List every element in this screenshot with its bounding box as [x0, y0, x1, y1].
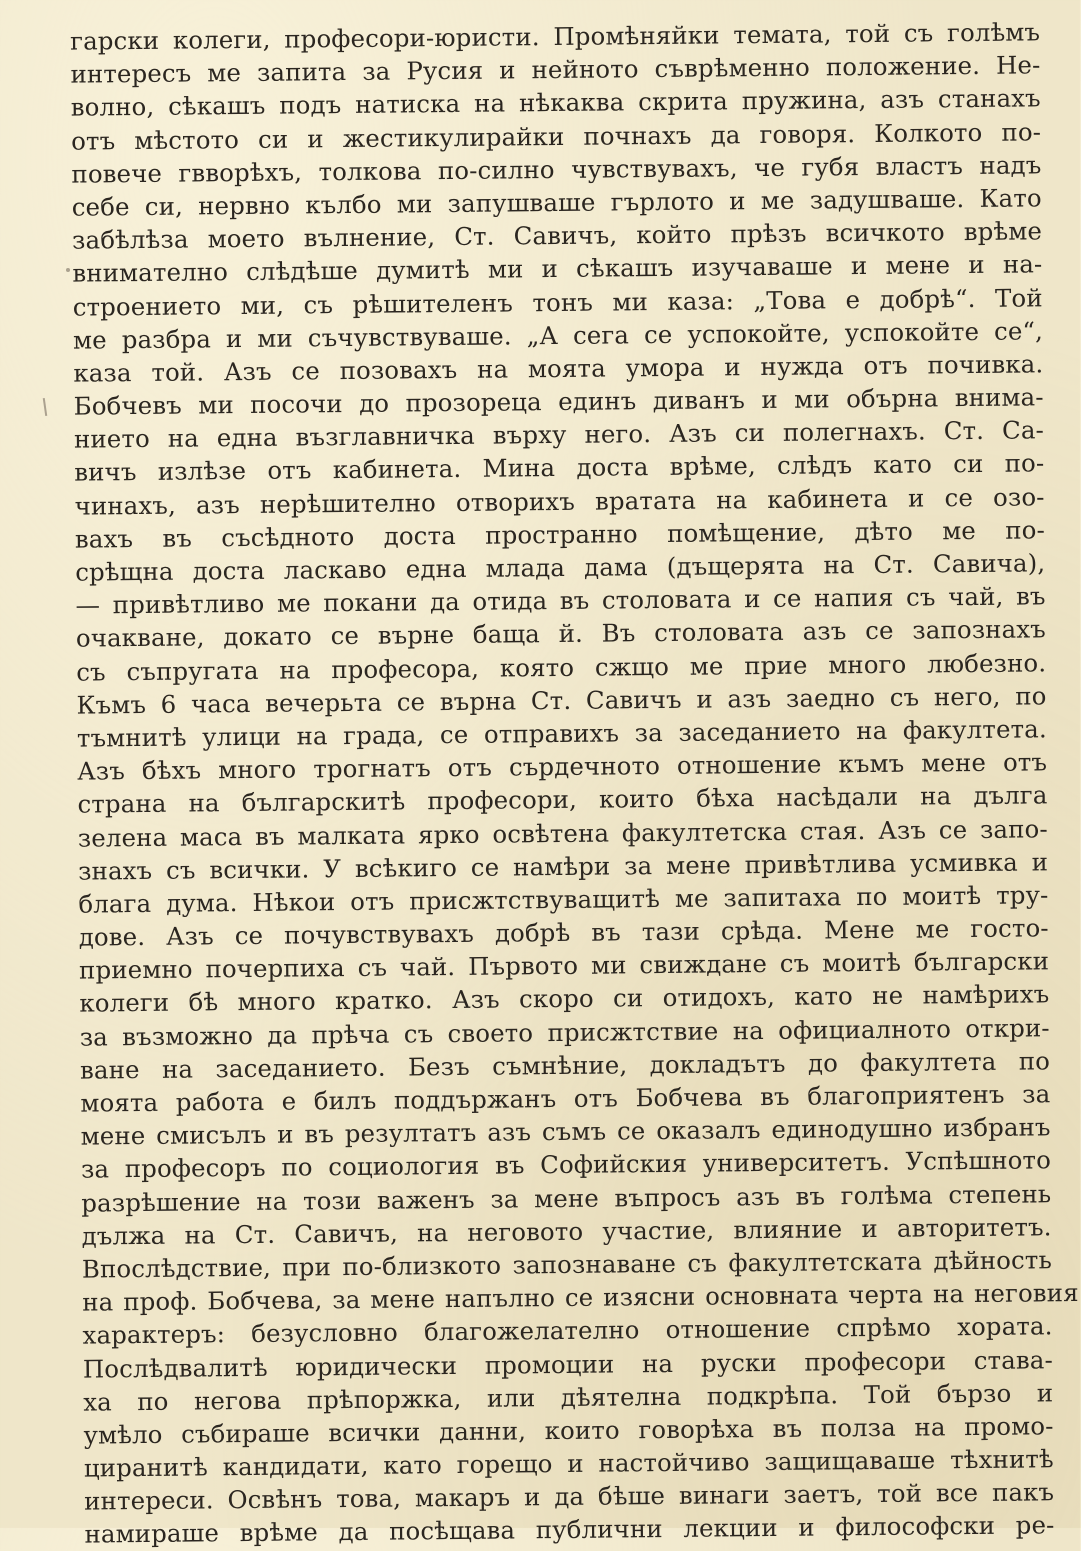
text-line: повече гвворѣхъ, толкова по-силно чувствувахъ, че губя властъ надъ — [71, 150, 1042, 189]
text-line: внимателно слѣдѣше думитѣ ми и сѣкашъ изучаваше и мене и на- — [72, 249, 1043, 288]
text-line: гарски колеги, професори-юристи. Промѣняйки темата, той съ голѣмъ — [70, 17, 1041, 56]
text-line: чинахъ, азъ нерѣшително отворихъ вратата на кабинета и се озо- — [74, 481, 1045, 521]
text-line: дове. Азъ се почувствувахъ добрѣ въ тази срѣда. Мене ме госто- — [78, 913, 1049, 952]
text-line: ване на заседанието. Безъ съмнѣние, докладътъ до факултета по — [79, 1046, 1051, 1085]
text-line: циранитѣ кандидати, като горещо и настойчиво защищаваше тѣхнитѣ — [83, 1444, 1054, 1483]
text-line: за възможно да прѣча съ своето присжтствие на официалното откри- — [79, 1012, 1050, 1052]
text-line: характеръ: безусловно благожелателно отношение спрѣмо хората. — [82, 1311, 1053, 1350]
text-line: за професоръ по социология въ Софийския университетъ. Успѣшното — [80, 1145, 1052, 1184]
text-line: зелена маса въ малката ярко освѣтена факултетска стая. Азъ се запо- — [77, 813, 1048, 853]
text-line: блага дума. Нѣкои отъ присжтствуващитѣ ме запитаха по моитѣ тру- — [78, 880, 1049, 919]
text-line: ха по негова прѣпоржка, или дѣятелна подкрѣпа. Той бързо и — [83, 1377, 1054, 1417]
text-line: съ съпругата на професора, която сжщо ме прие много любезно. — [76, 647, 1047, 687]
text-line: дължа на Ст. Савичъ, на неговото участие, влияние и авторитетъ. — [81, 1212, 1052, 1251]
text-line: вахъ въ съсѣдното доста пространно помѣщение, дѣто ме по- — [74, 515, 1046, 554]
text-line: волно, сѣкашъ подъ натиска на нѣкаква скрита пружина, азъ станахъ — [70, 83, 1041, 123]
text-line: Впослѣдствие, при по-близкото запознаване съ факултетската дѣйность — [81, 1245, 1053, 1284]
text-line: моята работа е билъ поддържанъ отъ Бобчева въ благоприятенъ за — [80, 1079, 1051, 1118]
text-line: намираше врѣме да посѣщава публични лекции и философски ре- — [84, 1510, 1055, 1550]
text-line: мене смисълъ и въ резултатъ азъ съмъ се оказалъ единодушно избранъ — [80, 1112, 1051, 1151]
scan-mark — [43, 398, 47, 416]
text-line: Послѣдвалитѣ юридически промоции на руски професори става- — [82, 1344, 1054, 1384]
text-line: интереси. Освѣнъ това, макаръ и да бѣше винаги заетъ, той все пакъ — [84, 1477, 1055, 1516]
text-line: очакване, докато се върне баща й. Въ столовата азъ се запознахъ — [75, 614, 1047, 654]
body-text — [70, 15, 1079, 1551]
text-line: разрѣшение на този важенъ за мене въпросъ азъ въ голѣма степень — [81, 1178, 1052, 1218]
text-line: приемно почерпиха съ чай. Първото ми свиждане съ моитѣ български — [78, 946, 1050, 985]
text-line: себе си, нервно кълбо ми запушваше гърлото и ме задушваше. Като — [71, 183, 1042, 222]
text-line: Къмъ 6 часа вечерьта се върна Ст. Савичъ и азъ заедно съ него, по — [76, 681, 1047, 720]
text-line: каза той. Азъ се позовахъ на моята умора и нужда отъ почивка. — [73, 349, 1044, 388]
text-line: на проф. Бобчева, за мене напълно се изясни основната черта на неговия — [82, 1278, 1079, 1317]
text-line: колеги бѣ много кратко. Азъ скоро си отидохъ, като не намѣрихъ — [79, 979, 1050, 1019]
text-line: забѣлѣза моето вълнение, Ст. Савичъ, който прѣзъ всичкото врѣме — [71, 216, 1043, 255]
text-line: знахъ съ всички. У всѣкиго се намѣри за мене привѣтлива усмивка и — [78, 846, 1049, 886]
text-line: отъ мѣстото си и жестикулирайки почнахъ да говоря. Колкото по- — [70, 116, 1042, 156]
text-line: тъмнитѣ улици на града, се отправихъ за заседанието на факултета. — [76, 714, 1047, 753]
text-line: интересъ ме запита за Русия и нейното съврѣменно положение. Не- — [70, 50, 1041, 89]
scan-speck — [66, 268, 70, 272]
text-line: страна на българскитѣ професори, които бѣха насѣдали на дълга — [77, 780, 1048, 819]
text-line: — привѣтливо ме покани да отида въ столовата и се напия съ чай, въ — [75, 581, 1046, 620]
text-line: строението ми, съ рѣшителенъ тонъ ми каза: „Това е добрѣ“. Той — [72, 282, 1043, 322]
text-line: Бобчевъ ми посочи до прозореца единъ диванъ и ми обърна внима- — [73, 382, 1044, 421]
text-line: умѣло събираше всички данни, които говорѣха въ полза на промо- — [83, 1411, 1054, 1450]
text-line: Азъ бѣхъ много трогнатъ отъ сърдечното отношение къмъ мене отъ — [77, 747, 1048, 786]
text-line: ме разбра и ми съчувствуваше. „А сега се успокойте, успокойте се“, — [72, 316, 1044, 355]
text-line: срѣщна доста ласкаво една млада дама (дъщерята на Ст. Савича), — [75, 548, 1046, 587]
text-line: нието на една възглавничка върху него. Азъ си полегнахъ. Ст. Са- — [73, 415, 1045, 454]
text-line: вичъ излѣзе отъ кабинета. Мина доста врѣме, слѣдъ като си по- — [74, 448, 1045, 488]
